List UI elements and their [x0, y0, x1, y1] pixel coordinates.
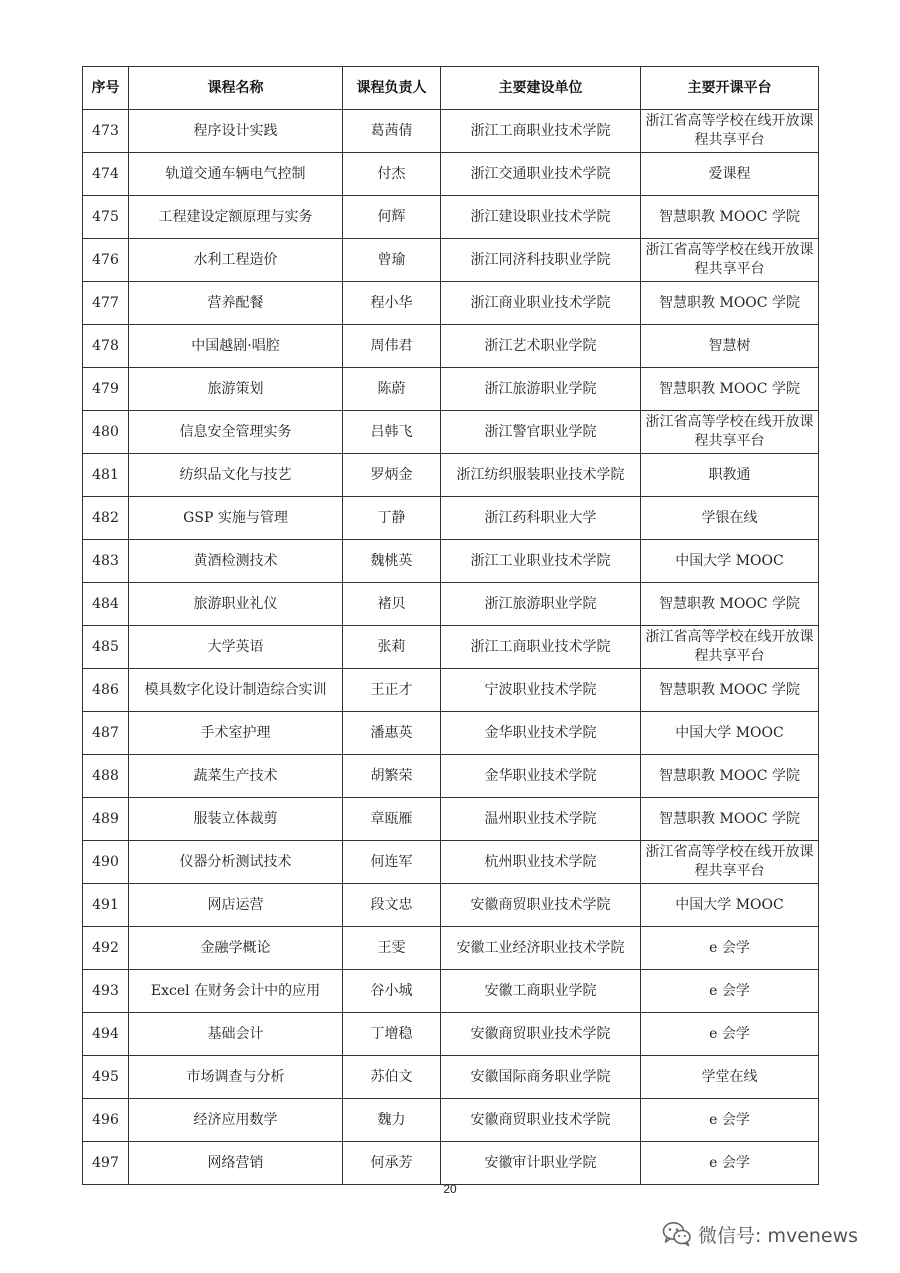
table-row [83, 1099, 819, 1142]
cell-platform: 浙江省高等学校在线开放课程共享平台 [641, 110, 819, 153]
cell-platform: 浙江省高等学校在线开放课程共享平台 [641, 411, 819, 454]
cell-course-name: 轨道交通车辆电气控制 [129, 153, 343, 196]
cell-institution: 金华职业技术学院 [441, 712, 641, 755]
cell-platform: 智慧职教 MOOC 学院 [641, 798, 819, 841]
cell-institution: 宁波职业技术学院 [441, 669, 641, 712]
cell-course-lead: 丁增稳 [343, 1013, 441, 1056]
cell-course-name: 网店运营 [129, 884, 343, 927]
cell-index: 493 [83, 970, 129, 1013]
cell-course-name: 水利工程造价 [129, 239, 343, 282]
cell-institution: 浙江商业职业技术学院 [441, 282, 641, 325]
table-row [83, 755, 819, 798]
cell-platform: 中国大学 MOOC [641, 540, 819, 583]
table-row [83, 196, 819, 239]
cell-course-lead: 葛茜倩 [343, 110, 441, 153]
table-row [83, 454, 819, 497]
cell-institution: 金华职业技术学院 [441, 755, 641, 798]
cell-course-lead: 王正才 [343, 669, 441, 712]
cell-course-name: 手术室护理 [129, 712, 343, 755]
cell-platform: 智慧职教 MOOC 学院 [641, 583, 819, 626]
table-row [83, 325, 819, 368]
header-index: 序号 [83, 67, 129, 110]
cell-institution: 安徽商贸职业技术学院 [441, 1099, 641, 1142]
cell-course-name: 市场调查与分析 [129, 1056, 343, 1099]
cell-institution: 温州职业技术学院 [441, 798, 641, 841]
cell-course-lead: 魏桃英 [343, 540, 441, 583]
cell-course-lead: 罗炳金 [343, 454, 441, 497]
cell-index: 473 [83, 110, 129, 153]
cell-course-name: 服装立体裁剪 [129, 798, 343, 841]
cell-course-lead: 吕韩飞 [343, 411, 441, 454]
cell-course-lead: 胡繁荣 [343, 755, 441, 798]
cell-institution: 浙江纺织服装职业技术学院 [441, 454, 641, 497]
cell-institution: 安徽工商职业学院 [441, 970, 641, 1013]
cell-index: 486 [83, 669, 129, 712]
cell-platform: e 会学 [641, 970, 819, 1013]
watermark [662, 1219, 858, 1249]
cell-course-lead: 苏伯文 [343, 1056, 441, 1099]
cell-course-lead: 何辉 [343, 196, 441, 239]
cell-course-lead: 何连军 [343, 841, 441, 884]
cell-institution: 杭州职业技术学院 [441, 841, 641, 884]
cell-index: 492 [83, 927, 129, 970]
cell-course-lead: 何承芳 [343, 1142, 441, 1185]
cell-index: 481 [83, 454, 129, 497]
cell-institution: 浙江药科职业大学 [441, 497, 641, 540]
cell-platform: 爱课程 [641, 153, 819, 196]
table-row [83, 1013, 819, 1056]
cell-course-lead: 王雯 [343, 927, 441, 970]
cell-platform: 中国大学 MOOC [641, 712, 819, 755]
cell-course-lead: 魏力 [343, 1099, 441, 1142]
table-row [83, 712, 819, 755]
table-row [83, 282, 819, 325]
cell-index: 482 [83, 497, 129, 540]
cell-course-name: 程序设计实践 [129, 110, 343, 153]
cell-index: 475 [83, 196, 129, 239]
header-platform: 主要开课平台 [641, 67, 819, 110]
cell-course-name: 旅游策划 [129, 368, 343, 411]
cell-platform: 学堂在线 [641, 1056, 819, 1099]
cell-course-name: 信息安全管理实务 [129, 411, 343, 454]
cell-course-name: 蔬菜生产技术 [129, 755, 343, 798]
cell-institution: 浙江工商职业技术学院 [441, 110, 641, 153]
cell-course-name: 大学英语 [129, 626, 343, 669]
cell-platform: e 会学 [641, 927, 819, 970]
table-row [83, 669, 819, 712]
cell-index: 484 [83, 583, 129, 626]
cell-platform: 智慧职教 MOOC 学院 [641, 669, 819, 712]
cell-course-name: 黄酒检测技术 [129, 540, 343, 583]
table-row [83, 583, 819, 626]
cell-platform: 智慧职教 MOOC 学院 [641, 282, 819, 325]
page-number: 20 [443, 1182, 457, 1196]
cell-index: 476 [83, 239, 129, 282]
cell-course-lead: 褚贝 [343, 583, 441, 626]
cell-index: 485 [83, 626, 129, 669]
table-row [83, 841, 819, 884]
cell-course-name: 模具数字化设计制造综合实训 [129, 669, 343, 712]
table-row [83, 798, 819, 841]
cell-index: 479 [83, 368, 129, 411]
course-table [82, 66, 819, 1185]
cell-index: 488 [83, 755, 129, 798]
cell-institution: 浙江旅游职业学院 [441, 368, 641, 411]
header-course-lead: 课程负责人 [343, 67, 441, 110]
header-course-name: 课程名称 [129, 67, 343, 110]
cell-index: 480 [83, 411, 129, 454]
cell-platform: 智慧职教 MOOC 学院 [641, 196, 819, 239]
cell-index: 497 [83, 1142, 129, 1185]
table-row [83, 368, 819, 411]
cell-course-lead: 谷小城 [343, 970, 441, 1013]
cell-platform: 职教通 [641, 454, 819, 497]
table-row [83, 239, 819, 282]
cell-platform: 中国大学 MOOC [641, 884, 819, 927]
cell-index: 478 [83, 325, 129, 368]
wechat-icon [662, 1221, 692, 1247]
cell-course-lead: 段文忠 [343, 884, 441, 927]
cell-course-lead: 张莉 [343, 626, 441, 669]
table-row [83, 1142, 819, 1185]
table-row [83, 927, 819, 970]
table-row [83, 540, 819, 583]
cell-institution: 浙江交通职业技术学院 [441, 153, 641, 196]
cell-platform: 智慧职教 MOOC 学院 [641, 755, 819, 798]
cell-platform: 智慧树 [641, 325, 819, 368]
cell-institution: 浙江同济科技职业学院 [441, 239, 641, 282]
cell-course-lead: 周伟君 [343, 325, 441, 368]
cell-index: 477 [83, 282, 129, 325]
cell-index: 494 [83, 1013, 129, 1056]
cell-platform: 浙江省高等学校在线开放课程共享平台 [641, 626, 819, 669]
cell-institution: 安徽商贸职业技术学院 [441, 884, 641, 927]
cell-index: 487 [83, 712, 129, 755]
cell-course-name: 基础会计 [129, 1013, 343, 1056]
cell-institution: 浙江艺术职业学院 [441, 325, 641, 368]
table-header-row [83, 67, 819, 110]
cell-course-name: 网络营销 [129, 1142, 343, 1185]
cell-course-name: 营养配餐 [129, 282, 343, 325]
cell-course-name: Excel 在财务会计中的应用 [129, 970, 343, 1013]
cell-index: 490 [83, 841, 129, 884]
table-row [83, 1056, 819, 1099]
cell-institution: 安徽审计职业学院 [441, 1142, 641, 1185]
cell-institution: 浙江工商职业技术学院 [441, 626, 641, 669]
cell-course-name: 工程建设定额原理与实务 [129, 196, 343, 239]
cell-platform: 学银在线 [641, 497, 819, 540]
cell-course-lead: 章瓯雁 [343, 798, 441, 841]
table-row [83, 970, 819, 1013]
cell-course-name: 金融学概论 [129, 927, 343, 970]
cell-platform: e 会学 [641, 1013, 819, 1056]
cell-index: 474 [83, 153, 129, 196]
cell-course-name: GSP 实施与管理 [129, 497, 343, 540]
cell-platform: 智慧职教 MOOC 学院 [641, 368, 819, 411]
cell-course-lead: 潘惠英 [343, 712, 441, 755]
cell-institution: 浙江工业职业技术学院 [441, 540, 641, 583]
table-row [83, 497, 819, 540]
cell-institution: 安徽国际商务职业学院 [441, 1056, 641, 1099]
cell-index: 491 [83, 884, 129, 927]
table-row [83, 110, 819, 153]
cell-course-name: 经济应用数学 [129, 1099, 343, 1142]
cell-index: 495 [83, 1056, 129, 1099]
table-body [83, 110, 819, 1185]
cell-course-lead: 曾瑜 [343, 239, 441, 282]
table-row [83, 153, 819, 196]
cell-institution: 浙江建设职业技术学院 [441, 196, 641, 239]
cell-course-lead: 丁静 [343, 497, 441, 540]
cell-platform: e 会学 [641, 1099, 819, 1142]
cell-course-lead: 陈蔚 [343, 368, 441, 411]
cell-platform: 浙江省高等学校在线开放课程共享平台 [641, 239, 819, 282]
table-row [83, 884, 819, 927]
cell-platform: e 会学 [641, 1142, 819, 1185]
table-row [83, 626, 819, 669]
cell-course-name: 纺织品文化与技艺 [129, 454, 343, 497]
cell-course-name: 旅游职业礼仪 [129, 583, 343, 626]
cell-course-lead: 付杰 [343, 153, 441, 196]
watermark-text: 微信号: mvenews [698, 1224, 859, 1247]
cell-platform: 浙江省高等学校在线开放课程共享平台 [641, 841, 819, 884]
cell-institution: 安徽商贸职业技术学院 [441, 1013, 641, 1056]
table-row [83, 411, 819, 454]
cell-institution: 浙江警官职业学院 [441, 411, 641, 454]
header-institution: 主要建设单位 [441, 67, 641, 110]
cell-index: 496 [83, 1099, 129, 1142]
cell-course-lead: 程小华 [343, 282, 441, 325]
cell-index: 489 [83, 798, 129, 841]
cell-index: 483 [83, 540, 129, 583]
cell-institution: 浙江旅游职业学院 [441, 583, 641, 626]
cell-institution: 安徽工业经济职业技术学院 [441, 927, 641, 970]
cell-course-name: 仪器分析测试技术 [129, 841, 343, 884]
cell-course-name: 中国越剧·唱腔 [129, 325, 343, 368]
